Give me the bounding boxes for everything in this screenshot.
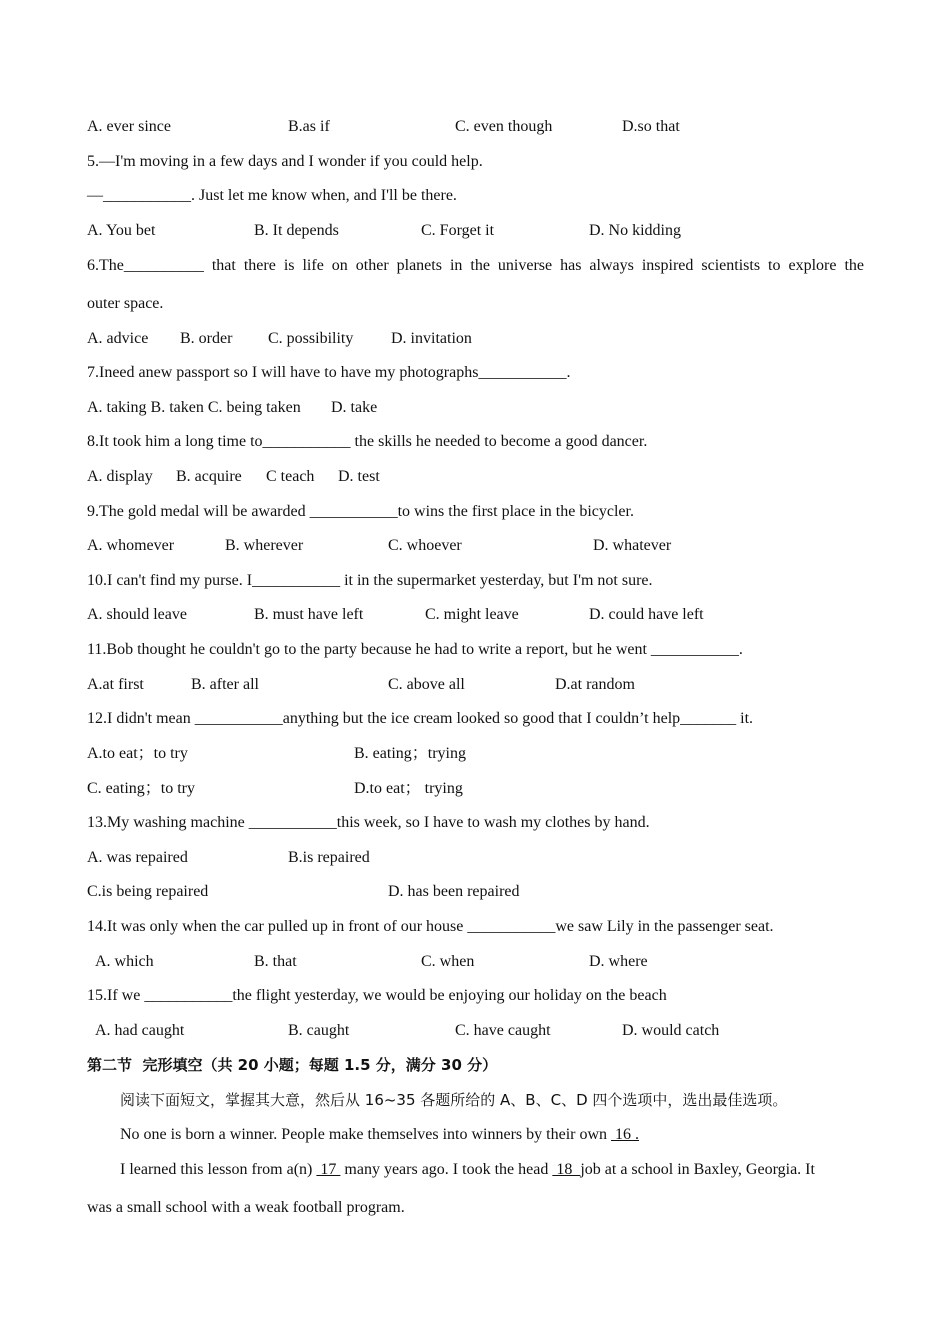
q9-option-d: D. whatever: [593, 537, 672, 554]
q9-stem: 9.The gold medal will be awarded ___________to wins the first place in the bicycler.: [87, 503, 634, 520]
q11-stem: 11.Bob thought he couldn't go to the party because he had to write a report, but he went ___________.: [87, 641, 743, 658]
q8-option-c: C teach: [266, 468, 315, 485]
q8-stem: 8.It took him a long time to___________ the skills he needed to become a good dancer.: [87, 433, 648, 450]
q9-option-a: A. whomever: [87, 537, 175, 554]
q8-option-d: D. test: [338, 468, 380, 485]
q12-option-a: A.to eat；to try: [87, 745, 188, 762]
q7-stem: 7.Ineed anew passport so I will have to have my photographs___________.: [87, 364, 571, 381]
q9-option-c: C. whoever: [388, 537, 462, 554]
q4-option-a: A. ever since: [87, 118, 171, 135]
q11-option-c: C. above all: [388, 676, 465, 693]
q12-option-d: D.to eat； trying: [354, 780, 463, 797]
q11-option-b: B. after all: [191, 676, 259, 693]
cloze-p2-text-a: I learned this lesson from a(n): [120, 1161, 317, 1178]
cloze-p1-text: No one is born a winner. People make themselves into winners by their own: [120, 1126, 612, 1143]
q10-option-c: C. might leave: [425, 606, 519, 623]
cloze-blank-17: 17: [316, 1161, 341, 1178]
q12-option-b: B. eating；trying: [354, 745, 466, 762]
q8-option-a: A. display: [87, 468, 153, 485]
q5-option-d: D. No kidding: [589, 222, 681, 239]
cloze-p2-text-c: job at a school in Baxley, Georgia. It: [580, 1161, 815, 1178]
q5-option-b: B. It depends: [254, 222, 339, 239]
cloze-p2-text-b: many years ago. I took the head: [340, 1161, 553, 1178]
q15-stem: 15.If we ___________the flight yesterday, we would be enjoying our holiday on the beach: [87, 987, 667, 1004]
q8-option-b: B. acquire: [176, 468, 242, 485]
q14-stem: 14.It was only when the car pulled up in front of our house ___________we saw Lily in the passenger seat.: [87, 918, 774, 935]
q13-option-c: C.is being repaired: [87, 883, 209, 900]
q6-option-b: B. order: [180, 330, 233, 347]
q15-option-c: C. have caught: [455, 1022, 551, 1039]
q6-option-d: D. invitation: [391, 330, 472, 347]
q6-stem-line2: outer space.: [87, 295, 164, 312]
q13-option-d: D. has been repaired: [388, 883, 520, 900]
q13-stem: 13.My washing machine ___________this week, so I have to wash my clothes by hand.: [87, 814, 650, 831]
q12-stem: 12.I didn't mean ___________anything but the ice cream looked so good that I couldn’t help_______ it.: [87, 710, 754, 727]
q4-option-c: C. even though: [455, 118, 553, 135]
q14-option-d: D. where: [589, 953, 648, 970]
q7-option-d: D. take: [331, 399, 378, 416]
cloze-blank-18: 18: [552, 1161, 581, 1178]
q15-option-a: A. had caught: [95, 1022, 185, 1039]
q10-option-a: A. should leave: [87, 606, 187, 623]
q15-option-d: D. would catch: [622, 1022, 720, 1039]
q5-stem: 5.—I'm moving in a few days and I wonder if you could help.: [87, 153, 483, 170]
section2-heading: 第二节 完形填空（共 20 小题；每题 1.5 分，满分 30 分）: [87, 1056, 498, 1074]
q6-option-a: A. advice: [87, 330, 149, 347]
cloze-paragraph-2: [120, 1160, 815, 1180]
q9-option-b: B. wherever: [225, 537, 304, 554]
q14-option-b: B. that: [254, 953, 297, 970]
q6-option-c: C. possibility: [268, 330, 354, 347]
q5-option-c: C. Forget it: [421, 222, 495, 239]
q11-option-a: A.at first: [87, 676, 144, 693]
q6-stem-line1: 6.The__________ that there is life on other planets in the universe has always inspired scientists to explore the: [87, 257, 864, 274]
section2-instruction: 阅读下面短文，掌握其大意，然后从 16~35 各题所给的 A、B、C、D 四个选项中，选出最佳选项。: [120, 1091, 788, 1109]
q7-options-abc: A. taking B. taken C. being taken: [87, 399, 301, 416]
q11-option-d: D.at random: [555, 676, 635, 693]
cloze-paragraph-2-line2: was a small school with a weak football program.: [87, 1199, 405, 1216]
q10-stem: 10.I can't find my purse. I___________ it in the supermarket yesterday, but I'm not sure.: [87, 572, 653, 589]
q14-option-a: A. which: [95, 953, 154, 970]
q15-option-b: B. caught: [288, 1022, 350, 1039]
cloze-paragraph-1: [120, 1125, 639, 1145]
q4-option-b: B.as if: [288, 118, 330, 135]
q13-option-a: A. was repaired: [87, 849, 188, 866]
q4-option-d: D.so that: [622, 118, 680, 135]
cloze-blank-16: 16 .: [611, 1126, 640, 1143]
q13-option-b: B.is repaired: [288, 849, 370, 866]
q5-option-a: A. You bet: [87, 222, 156, 239]
q10-option-b: B. must have left: [254, 606, 364, 623]
q12-option-c: C. eating；to try: [87, 780, 195, 797]
q14-option-c: C. when: [421, 953, 475, 970]
q10-option-d: D. could have left: [589, 606, 704, 623]
q5-reply: —___________. Just let me know when, and I'll be there.: [87, 187, 457, 204]
